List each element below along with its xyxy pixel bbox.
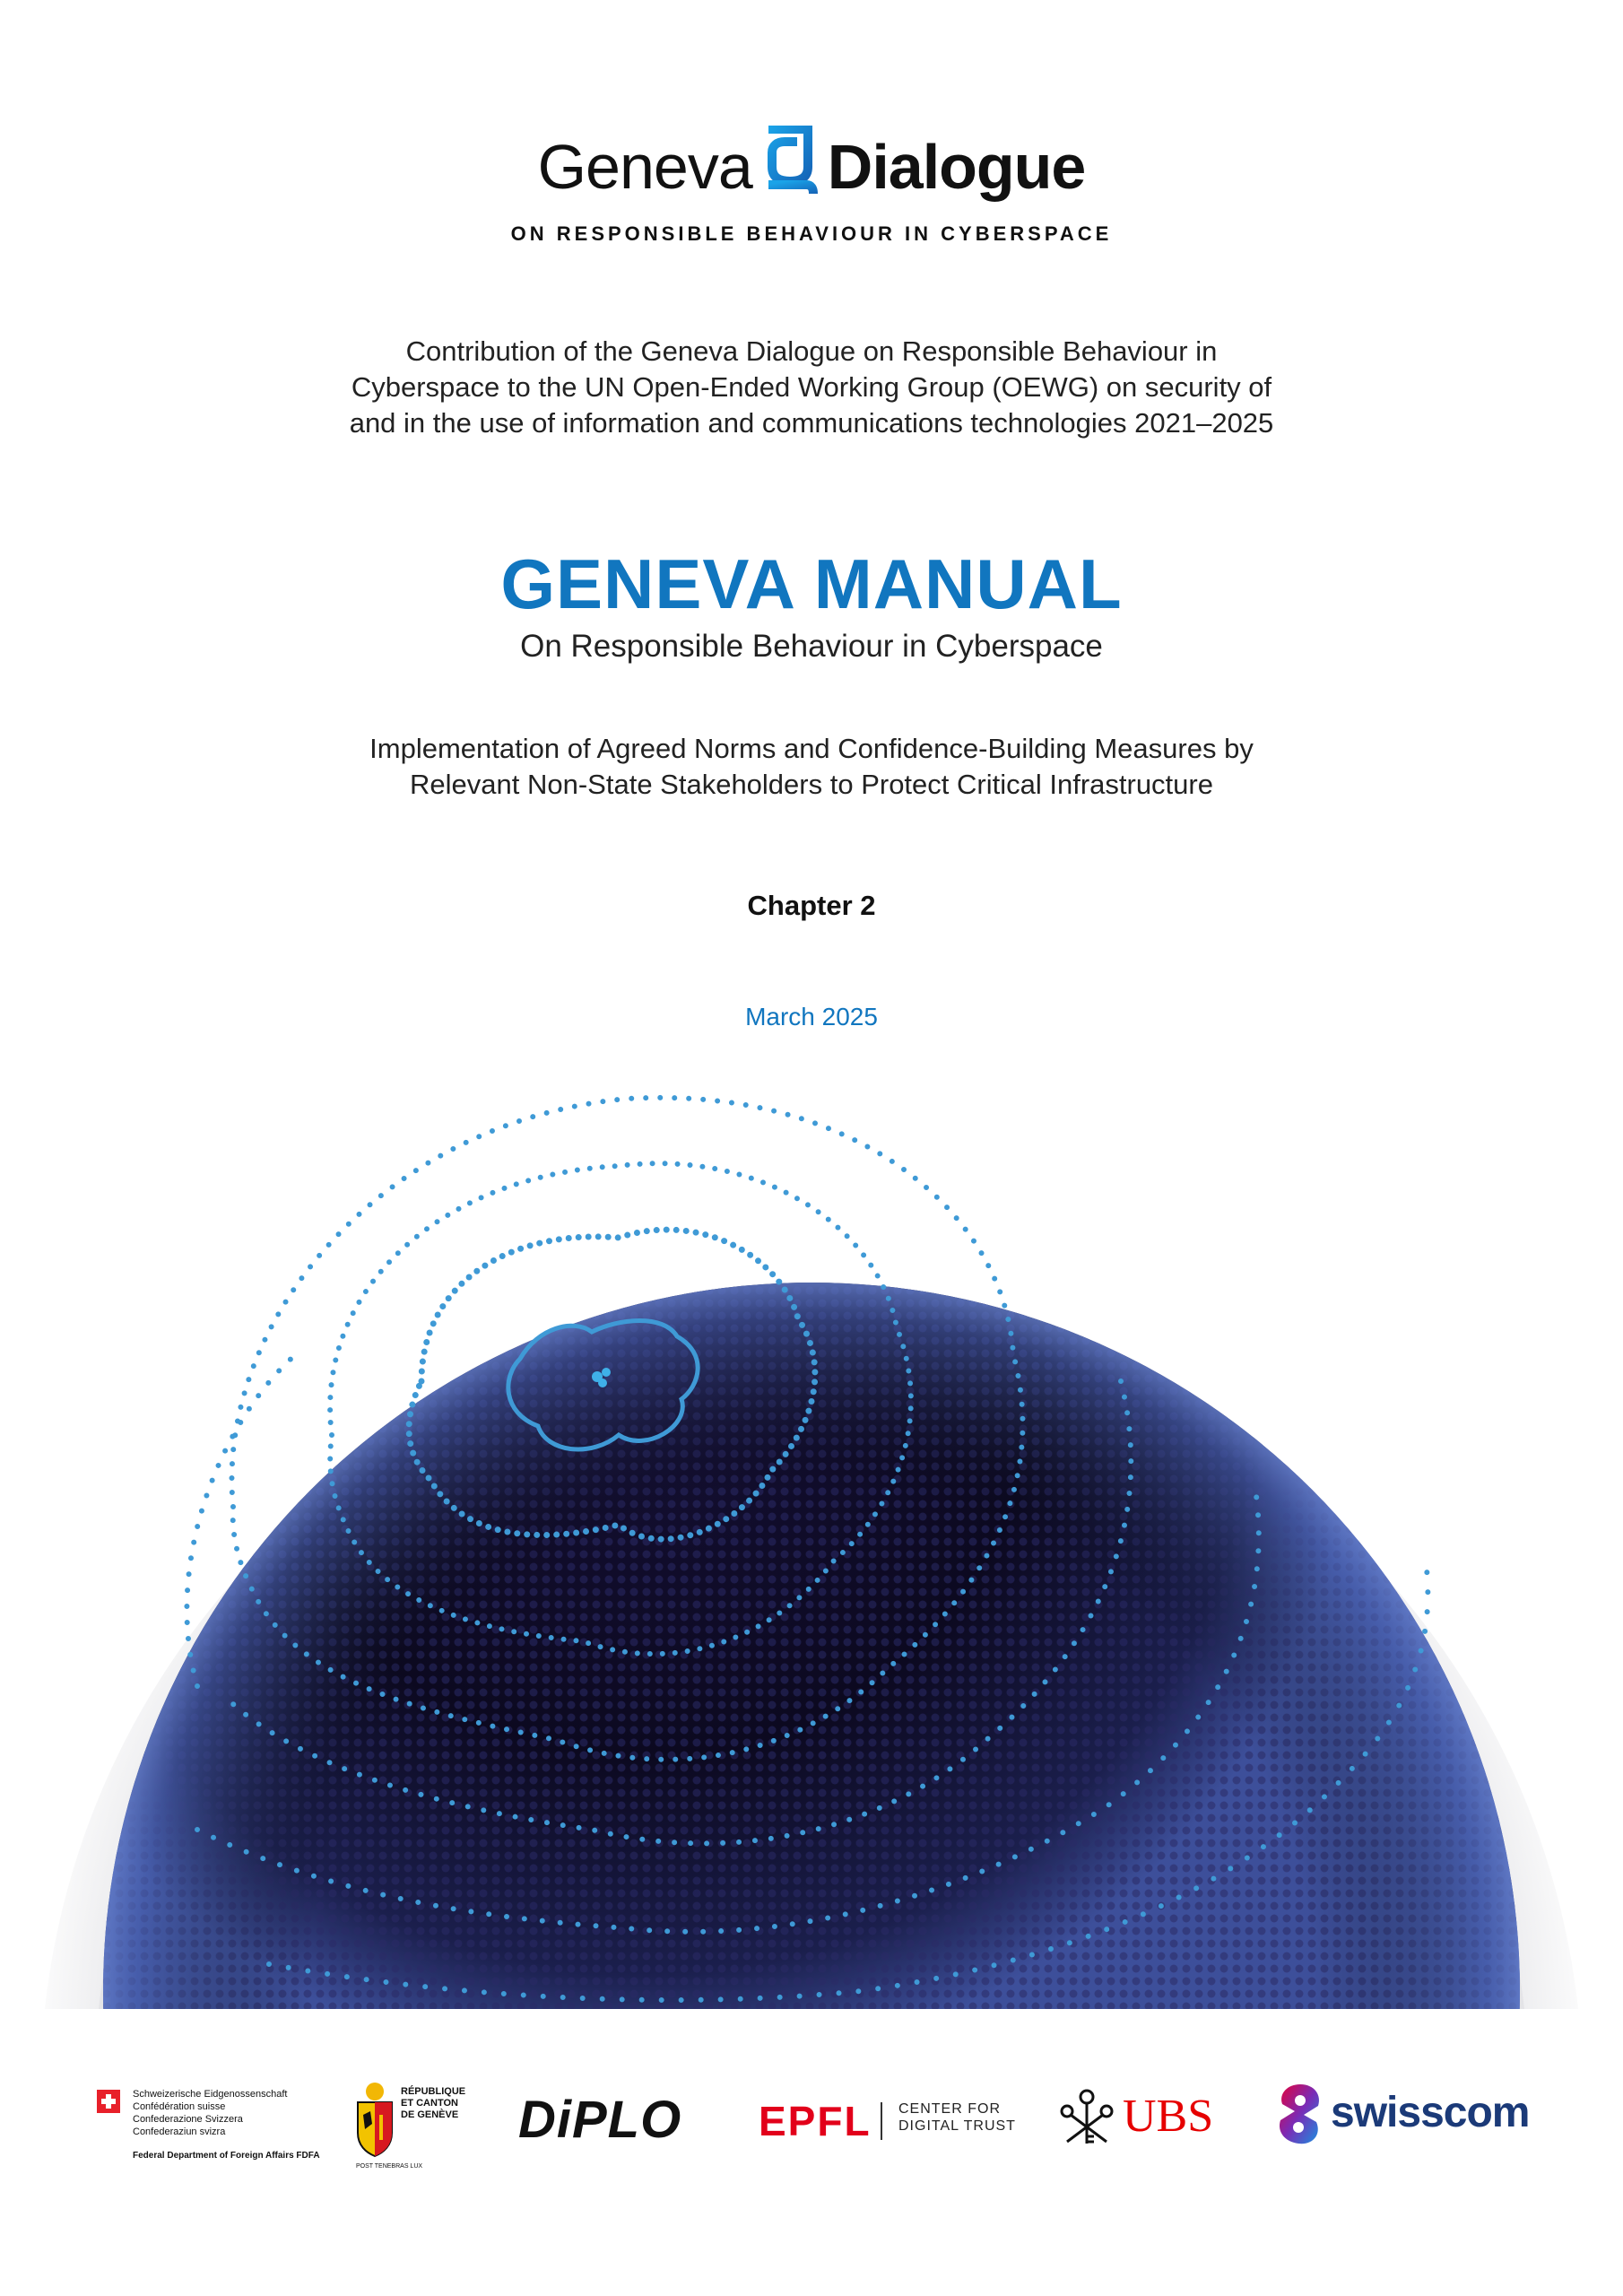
implementation-text — [0, 731, 1623, 803]
contribution-line: and in the use of information and communications technologies 2021–2025 — [349, 407, 1274, 439]
fdfa-names — [133, 2088, 287, 2138]
contribution-line: Contribution of the Geneva Dialogue on Responsible Behaviour in — [405, 335, 1218, 367]
implementation-line: Implementation of Agreed Norms and Confidence-Building Measures by — [369, 733, 1254, 764]
fdfa-department: Federal Department of Foreign Affairs FDFA — [133, 2151, 320, 2161]
fdfa-line: Schweizerische Eidgenossenschaft — [133, 2089, 288, 2100]
contribution-text — [0, 334, 1623, 441]
contribution-line: Cyberspace to the UN Open-Ended Working Group (OEWG) on security of — [351, 371, 1272, 403]
geneva-dialogue-logo — [0, 126, 1623, 245]
swiss-flag-icon — [97, 2090, 120, 2113]
geneve-line: ET CANTON — [401, 2098, 458, 2109]
g-mark-icon — [761, 126, 819, 199]
epfl-divider — [881, 2102, 882, 2140]
partner-logos — [0, 2054, 1623, 2188]
swisscom-mark-icon — [1273, 2081, 1325, 2147]
diplo-logo: DiPLO — [518, 2091, 682, 2149]
geneve-motto: POST TENEBRAS LUX — [356, 2163, 423, 2170]
logo-word-geneva: Geneva — [537, 132, 752, 202]
chapter-label: Chapter 2 — [747, 890, 876, 921]
publication-date: March 2025 — [745, 1003, 878, 1031]
epfl-line: CENTER FOR — [898, 2101, 1001, 2117]
logo-wordmark — [0, 126, 1623, 207]
fdfa-line: Confederazione Svizzera — [133, 2114, 243, 2125]
epfl-wordmark: EPFL — [759, 2098, 872, 2144]
geneve-text — [401, 2086, 465, 2121]
fdfa-line: Confederaziun svizra — [133, 2126, 226, 2137]
epfl-line: DIGITAL TRUST — [898, 2118, 1016, 2134]
geneva-coat-of-arms-icon — [354, 2079, 395, 2160]
document-subtitle: On Responsible Behaviour in Cyberspace — [520, 629, 1103, 664]
swisscom-wordmark: swisscom — [1331, 2089, 1530, 2136]
implementation-line: Relevant Non-State Stakeholders to Protect Critical Infrastructure — [410, 769, 1213, 800]
ubs-keys-icon — [1058, 2086, 1115, 2149]
geneve-line: RÉPUBLIQUE — [401, 2086, 466, 2097]
logo-tagline: ON RESPONSIBLE BEHAVIOUR IN CYBERSPACE — [510, 222, 1113, 245]
document-title: GENEVA MANUAL — [500, 544, 1123, 623]
logo-word-dialogue: Dialogue — [827, 132, 1086, 202]
globe-illustration — [0, 1058, 1623, 2009]
epfl-center-text — [898, 2100, 1016, 2135]
ubs-wordmark: UBS — [1123, 2091, 1214, 2142]
fdfa-logo — [97, 2089, 320, 2188]
fdfa-line: Confédération suisse — [133, 2101, 226, 2112]
geneve-line: DE GENÈVE — [401, 2109, 459, 2120]
geneve-logo — [354, 2079, 480, 2178]
